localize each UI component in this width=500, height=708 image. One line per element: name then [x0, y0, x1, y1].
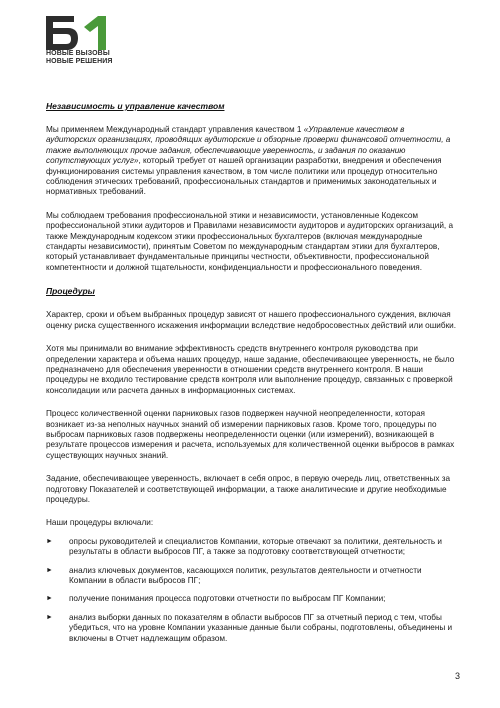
page-number: 3	[454, 671, 460, 681]
paragraph-internal-control: Хотя мы принимали во внимание эффективность средств внутреннего контроля руководства при определении характера и объема наших процедур, наше задание, обеспечивающее уверенность, не было предназначено для обеспечения уверенности в отношении средств внутреннего контроля. В наши процедуры не входило тестирование средств контроля или выполнение процедур, связанных с проверкой консолидации или расчета данных в информационных системах.	[46, 344, 455, 395]
list-item	[46, 566, 456, 587]
list-item-text: опросы руководителей и специалистов Компании, которые отвечают за политики, деятельность и результаты в области выбросов ПГ, а также за подготовку соответствующей отчетности;	[69, 536, 442, 557]
brand-line-1: НОВЫЕ ВЫЗОВЫ	[46, 50, 110, 57]
bullet-icon: ►	[46, 537, 53, 545]
bullet-icon: ►	[46, 613, 53, 621]
paragraph-quality-standard-rest: , который требует от нашей организации разработки, внедрения и обеспечения функционирования системы управления качеством, в том числе политики или процедур относительно соблюдения этических требований, профессиональных стандартов и применимых законодательных и нормативных требований.	[46, 156, 442, 197]
paragraph-procedure-scope: Характер, сроки и объем выбранных процедур зависят от нашего профессионального суждения, включая оценку риска существенного искажения информации вследствие недобросовестных действий или ошибки.	[46, 310, 456, 330]
bullet-icon: ►	[46, 595, 53, 603]
logo-glyph-icon	[46, 16, 116, 50]
brand-line-2: НОВЫЕ РЕШЕНИЯ	[46, 58, 113, 66]
list-item-text: получение понимания процесса подготовки отчетности по выбросам ПГ Компании;	[69, 594, 386, 604]
list-item-text: анализ ключевых документов, касающихся политик, результатов деятельности и отчетности Компании в области выбросов ПГ;	[69, 565, 422, 585]
paragraph-quality-standard	[46, 125, 456, 198]
logo-mark	[46, 16, 126, 50]
bullet-icon: ►	[46, 566, 53, 574]
paragraph-ethics: Мы соблюдаем требования профессиональной этики и независимости, установленные Кодексом профессиональной этики аудиторов и Правилами независимости аудиторов и аудиторских организаций, а также Международным кодексом этики профессиональных бухгалтеров (включая международные стандарты независимости), принятым Советом по международным стандартам этики для бухгалтеров, который устанавливает фундаментальные принципы честности, объективности, профессиональной компетентности и должной тщательности, конфиденциальности и профессионального поведения.	[46, 210, 454, 272]
list-item	[46, 537, 456, 558]
list-item	[46, 613, 456, 644]
list-item-text: анализ выборки данных по показателям в области выбросов ПГ за отчетный период с тем, чтобы убедиться, что на уровне Компании указанные данные были собраны, подготовлены, объединены и включены в Отчет надлежащим образом.	[69, 612, 453, 643]
paragraph-assurance-engagement: Задание, обеспечивающее уверенность, включает в себя опрос, в первую очередь лиц, ответственных за подготовку Показателей и соответствующей информации, а также аналитические и другие необходимые процедуры.	[46, 474, 451, 504]
list-item	[46, 594, 456, 604]
section-heading-procedures: Процедуры	[46, 286, 95, 297]
standard-title: «Управление качеством в аудиторских организациях, проводящих аудиторские и обзорные проверки финансовой отчетности, а также выполняющих прочие задания, обеспечивающие уверенность, и задания по оказанию сопутствующих услуг»	[46, 125, 451, 166]
procedures-list	[46, 537, 456, 644]
section-heading-independence: Независимость и управление качеством	[46, 101, 225, 111]
paragraph-ghg-uncertainty: Процесс количественной оценки парниковых газов подвержен научной неопределенности, которая возникает из-за неполных научных знаний об измерении парниковых газов. Кроме того, процедуры по выбросам парниковых газов подвержены неопределенности оценки (или измерений), возникающей в результате процессов измерения и расчета, используемых для количественной оценки выбросов в рамках существующих научных знаний.	[46, 409, 455, 460]
paragraph-procedures-intro: Наши процедуры включали:	[46, 518, 154, 528]
logo-letter-b	[46, 16, 78, 50]
main-content	[46, 101, 456, 652]
paragraph-quality-standard-lead: Мы применяем Международный стандарт управления качеством 1	[46, 125, 304, 134]
logo-figure-1	[84, 16, 106, 50]
company-logo	[46, 16, 126, 67]
